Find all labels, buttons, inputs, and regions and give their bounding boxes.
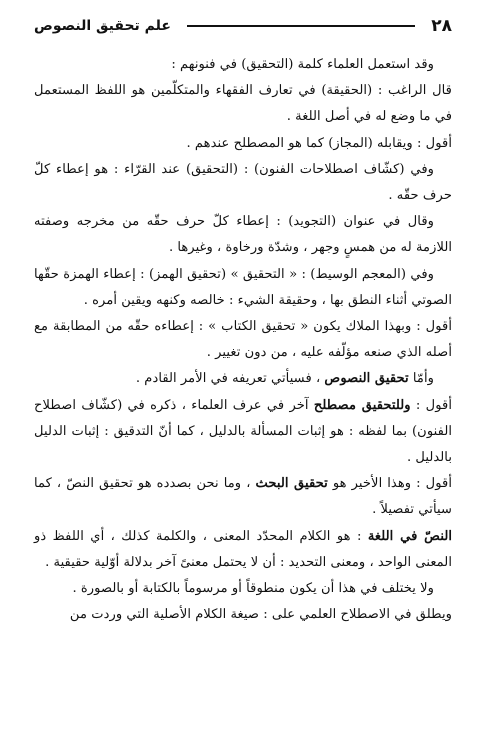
bold-term: تحقيق النصوص	[324, 371, 409, 387]
paragraph	[34, 366, 452, 392]
page-number: ٢٨	[431, 16, 452, 36]
header-rule	[187, 25, 415, 27]
paragraph	[34, 393, 452, 472]
paragraph-text: : هو الكلام المحدّد المعنى ، والكلمة كذلك ، أي اللفظ ذو المعنى الواحد ، ومعنى التحديد : أن لا يحتمل معنىً آخر بدلالة أوّلية حقيقية .	[34, 528, 452, 570]
bold-term: وللتحقيق مصطلح	[313, 397, 411, 413]
paragraph: أقول : ويقابله (المجاز) كما هو المصطلح عندهم .	[186, 135, 452, 151]
paragraph	[34, 471, 452, 523]
paragraph-text: ، وما نحن بصدده هو تحقيق النصّ ، كما سيأتي تفصيلاً .	[34, 476, 452, 518]
running-title: علم تحقيق النصوص	[34, 18, 171, 34]
paragraph: وفي (كشّاف اصطلاحات الفنون) : (التحقيق) عند القرّاء : هو إعطاء كلّ حرف حقّه .	[34, 161, 452, 204]
bold-term: تحقيق البحث	[255, 476, 328, 492]
paragraph: ولا يختلف في هذا أن يكون منطوقاً أو مرسوماً بالكتابة أو بالصورة .	[72, 581, 434, 597]
paragraph: وفي (المعجم الوسيط) : « التحقيق » (تحقيق الهمز) : إعطاء الهمزة حقّها الصوتي أثناء النطق بها ، وحقيقة الشيء : خالصه وكنهه ويقين أمره .	[34, 266, 452, 308]
body-text	[34, 52, 452, 628]
paragraph-text: وأمّا	[408, 371, 434, 387]
paragraph-text: أقول :	[410, 397, 452, 413]
paragraph-text: أقول : وهذا الأخير هو	[327, 476, 452, 492]
paragraph: قال الراغب : (الحقيقة) في تعارف الفقهاء والمتكلّمين هو اللفظ المستعمل في ما وضع له في أصل اللغة .	[34, 83, 452, 125]
page-header	[34, 14, 452, 38]
paragraph: ويطلق في الاصطلاح العلمي على : صيغة الكلام الأصلية التي وردت من	[69, 607, 452, 623]
paragraph: وقال في عنوان (التجويد) : إعطاء كلّ حرف حقّه من مخرجه وصفته اللازمة له من همسٍ وجهر ، وشدّة ورخاوة ، وغيرها .	[34, 214, 452, 256]
paragraph: أقول : وبهذا الملاك يكون « تحقيق الكتاب » : إعطاءه حقّه من المطابقة مع أصله الذي صنعه مؤلّفه عليه ، من دون تغيير .	[34, 319, 452, 361]
paragraph-text: آخر في عرف العلماء ، ذكره في (كشّاف اصطلاح الفنون) بما لفظه : هو إثبات المسألة بالدليل ، كما أنّ التدقيق : إثبات الدليل بالدليل .	[34, 397, 452, 466]
bold-term: النصّ في اللغة	[367, 528, 452, 544]
paragraph-text: ، فسيأتي تعريفه في الأمر القادم .	[135, 371, 325, 387]
paragraph: وقد استعمل العلماء كلمة (التحقيق) في فنونهم :	[171, 57, 434, 72]
paragraph	[34, 524, 452, 576]
